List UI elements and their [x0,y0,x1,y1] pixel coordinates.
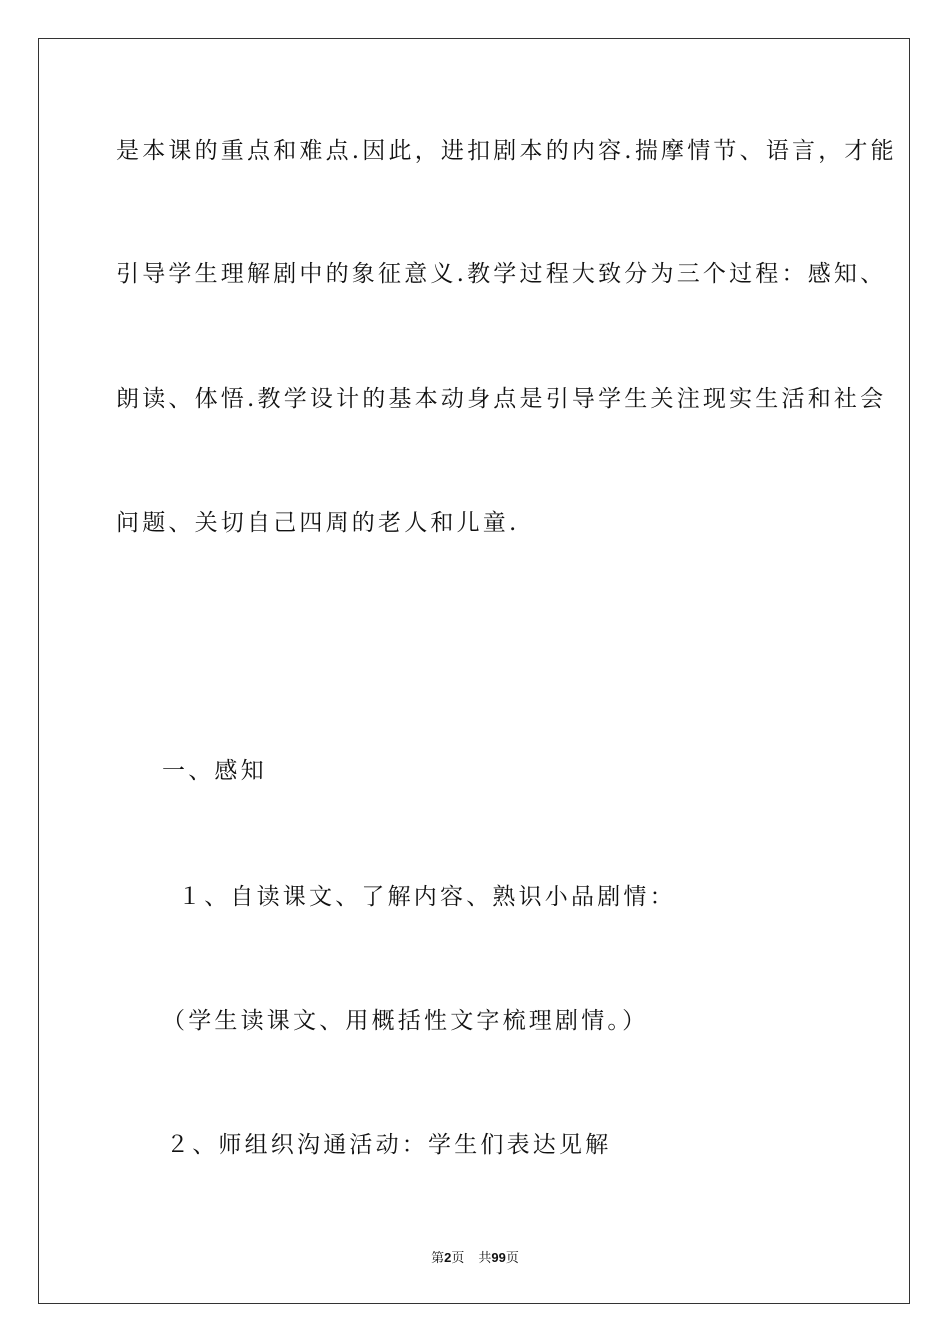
page-border [38,38,910,1304]
step-1-note: （学生读课文、用概括性文字梳理剧情。） [162,1008,649,1034]
page-number-suffix: 页 [451,1251,465,1266]
body-line-4: 问题、关切自己四周的老人和儿童. [116,510,520,536]
step-1-text: １、自读课文、了解内容、熟识小品剧情： [178,884,676,910]
page-number-prefix: 第 [431,1251,445,1266]
total-pages-suffix: 页 [505,1251,519,1266]
body-line-1: 是本课的重点和难点.因此，进扣剧本的内容.揣摩情节、语言，才能 [116,138,897,164]
body-line-2: 引导学生理解剧中的象征意义.教学过程大致分为三个过程：感知、 [116,261,887,287]
step-2-text: ２、师组织沟通活动：学生们表达见解 [166,1132,612,1158]
page-footer [0,1247,950,1266]
body-line-3: 朗读、体悟.教学设计的基本动身点是引导学生关注现实生活和社会 [116,386,887,412]
total-pages-number: 99 [491,1250,506,1265]
section-heading: 一、感知 [162,758,267,784]
total-pages-prefix: 共 [478,1251,492,1266]
current-page-number: 2 [444,1250,452,1265]
